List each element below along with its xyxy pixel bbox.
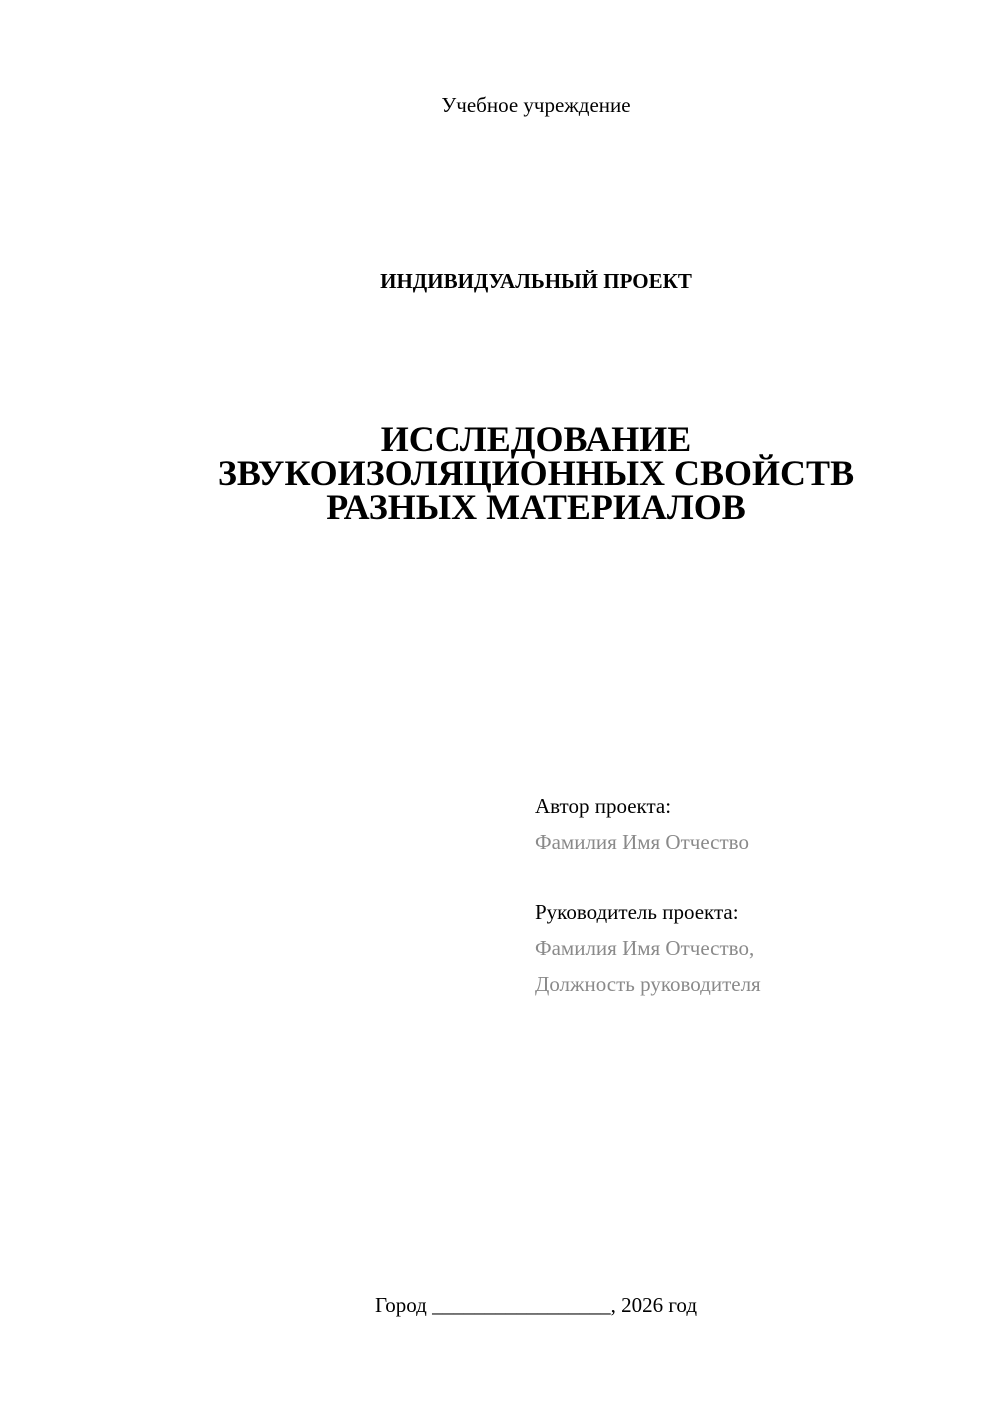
author-label: Автор проекта: bbox=[535, 794, 672, 818]
project-title-line: РАЗНЫХ МАТЕРИАЛОВ bbox=[326, 487, 746, 527]
project-title bbox=[0, 419, 1000, 527]
project-title-line: ИССЛЕДОВАНИЕ bbox=[380, 419, 692, 459]
project-title-line: ЗВУКОИЗОЛЯЦИОННЫХ СВОЙСТВ bbox=[217, 453, 855, 493]
author-block bbox=[535, 788, 749, 860]
supervisor-position: Должность руководителя bbox=[535, 972, 761, 996]
author-name: Фамилия Имя Отчество bbox=[535, 830, 749, 854]
supervisor-label: Руководитель проекта: bbox=[535, 900, 739, 924]
supervisor-name: Фамилия Имя Отчество, bbox=[535, 936, 755, 960]
supervisor-block bbox=[535, 894, 761, 1002]
city-year-line: Город _________________, 2026 год bbox=[374, 1293, 698, 1317]
project-type-heading: ИНДИВИДУАЛЬНЫЙ ПРОЕКТ bbox=[380, 269, 692, 293]
institution-name: Учебное учреждение bbox=[441, 93, 631, 117]
